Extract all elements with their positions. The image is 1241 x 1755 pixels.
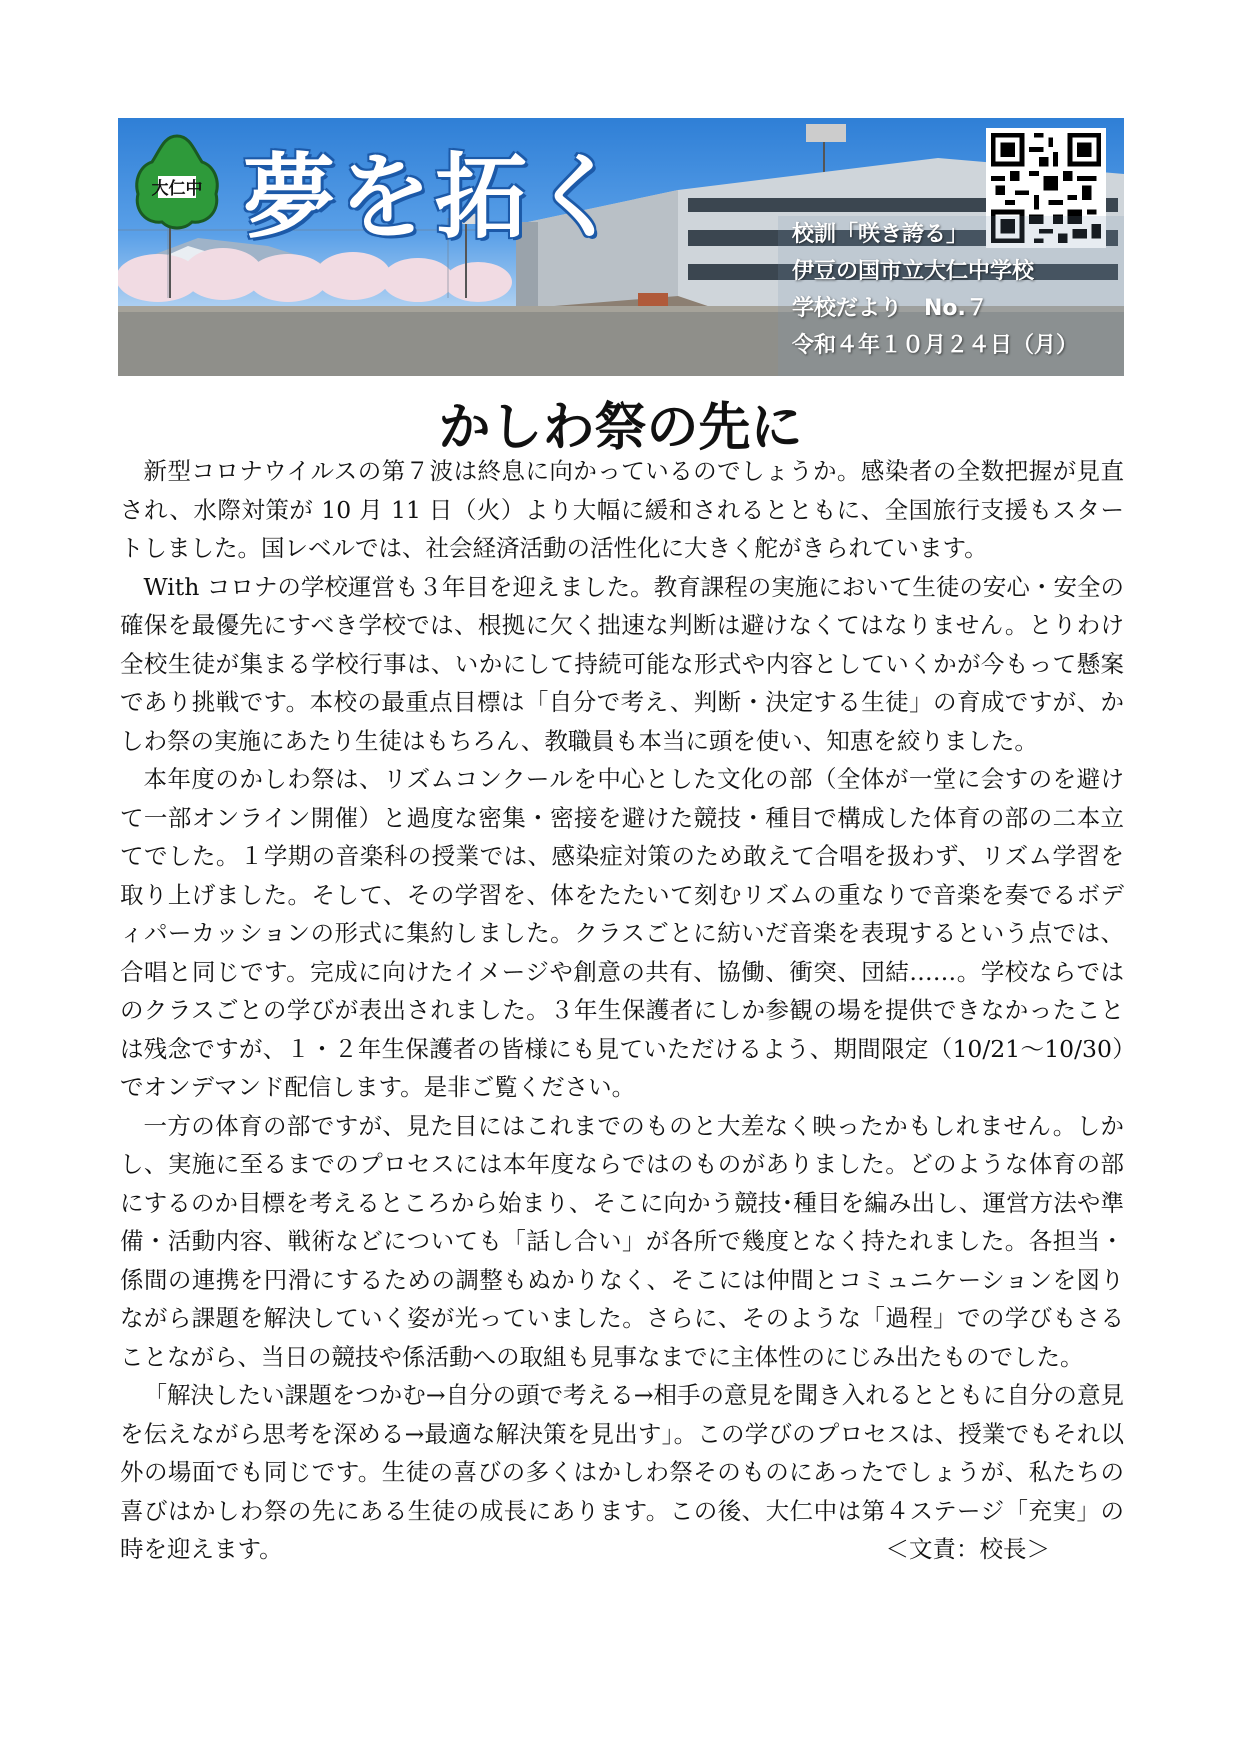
closing-paragraph bbox=[120, 1376, 1124, 1569]
school-name: 伊豆の国市立大仁中学校 bbox=[792, 259, 1035, 284]
paragraph: 本年度のかしわ祭は、リズムコンクールを中心とした文化の部（全体が一堂に会すのを避けて一部オンライン開催）と過度な密集・密接を避けた競技・種目で構成した体育の部の二本立てでした。１学期の音楽科の授業では、感染症対策のため敢えて合唱を扱わず、リズム学習を取り上げました。そして、その学習を、体をたたいて刻むリズムの重なりで音楽を奏でるボディパーカッションの形式に集約しました。クラスごとに紡いだ音楽を表現するという点では、合唱と同じです。完成に向けたイメージや創意の共有、協働、衝突、団結……。学校ならではのクラスごとの学びが表出されました。３年生保護者にしか参観の場を提供できなかったことは残念ですが、１・２年生保護者の皆様にも見ていただけるよう、期間限定（10/21～10/30）でオンデマンド配信します。是非ご覧ください。 bbox=[120, 765, 1124, 1101]
school-crest-icon bbox=[132, 132, 222, 232]
school-info-panel bbox=[778, 216, 1124, 376]
school-motto: 校訓「咲き誇る」 bbox=[792, 222, 969, 247]
paragraph: 「解決したい課題をつかむ→自分の頭で考える→相手の意見を聞き入れるとともに自分の意見を伝えながら思考を深める→最適な解決策を見出す」。この学びのプロセスは、授業でもそれ以外の場面でも同じです。生徒の喜びの多くはかしわ祭そのものにあったでしょうが、私たちの喜びはかしわ祭の先にある生徒の成長にあります。この後、大仁中は第４ステージ「充実」の時を迎えます。 bbox=[120, 1381, 1124, 1563]
issue-number: 学校だより No.７ bbox=[792, 296, 988, 321]
masthead-title: 夢を拓く bbox=[243, 144, 628, 251]
author-signature: ＜文責：校長＞ bbox=[885, 1535, 1050, 1563]
article-body bbox=[120, 452, 1124, 1569]
article-title: かしわ祭の先に bbox=[438, 398, 803, 458]
paragraph: 新型コロナウイルスの第７波は終息に向かっているのでしょうか。感染者の全数把握が見直され、水際対策が 10 月 11 日（火）より大幅に緩和されるとともに、全国旅行支援もスタートしました。国レベルでは、社会経済活動の活性化に大きく舵がきられています。 bbox=[120, 457, 1124, 562]
paragraph: With コロナの学校運営も３年目を迎えました。教育課程の実施において生徒の安心・安全の確保を最優先にすべき学校では、根拠に欠く拙速な判断は避けなくてはなりません。とりわけ全校生徒が集まる学校行事は、いかにして持続可能な形式や内容としていくかが今もって懸案であり挑戦です。本校の最重点目標は「自分で考え、判断・決定する生徒」の育成ですが、かしわ祭の実施にあたり生徒はもちろん、教職員も本当に頭を使い、知恵を絞りました。 bbox=[120, 572, 1124, 755]
crest-text: 大仁中 bbox=[151, 179, 203, 199]
paragraph: 一方の体育の部ですが、見た目にはこれまでのものと大差なく映ったかもしれません。しかし、実施に至るまでのプロセスには本年度ならではのものがありました。どのような体育の部にするのか目標を考えるところから始まり、そこに向かう競技･種目を編み出し、運営方法や準備・活動内容、戦術などについても「話し合い」が各所で幾度となく持たれました。各担当・係間の連携を円滑にするための調整もぬかりなく、そこには仲間とコミュニケーションを図りながら課題を解決していく姿が光っていました。さらに、そのような「過程」での学びもさることながら、当日の競技や係活動への取組も見事なまでに主体性のにじみ出たものでした。 bbox=[120, 1111, 1124, 1371]
issue-date: 令和４年１０月２４日（月） bbox=[792, 333, 1079, 358]
header-banner bbox=[118, 118, 1124, 376]
